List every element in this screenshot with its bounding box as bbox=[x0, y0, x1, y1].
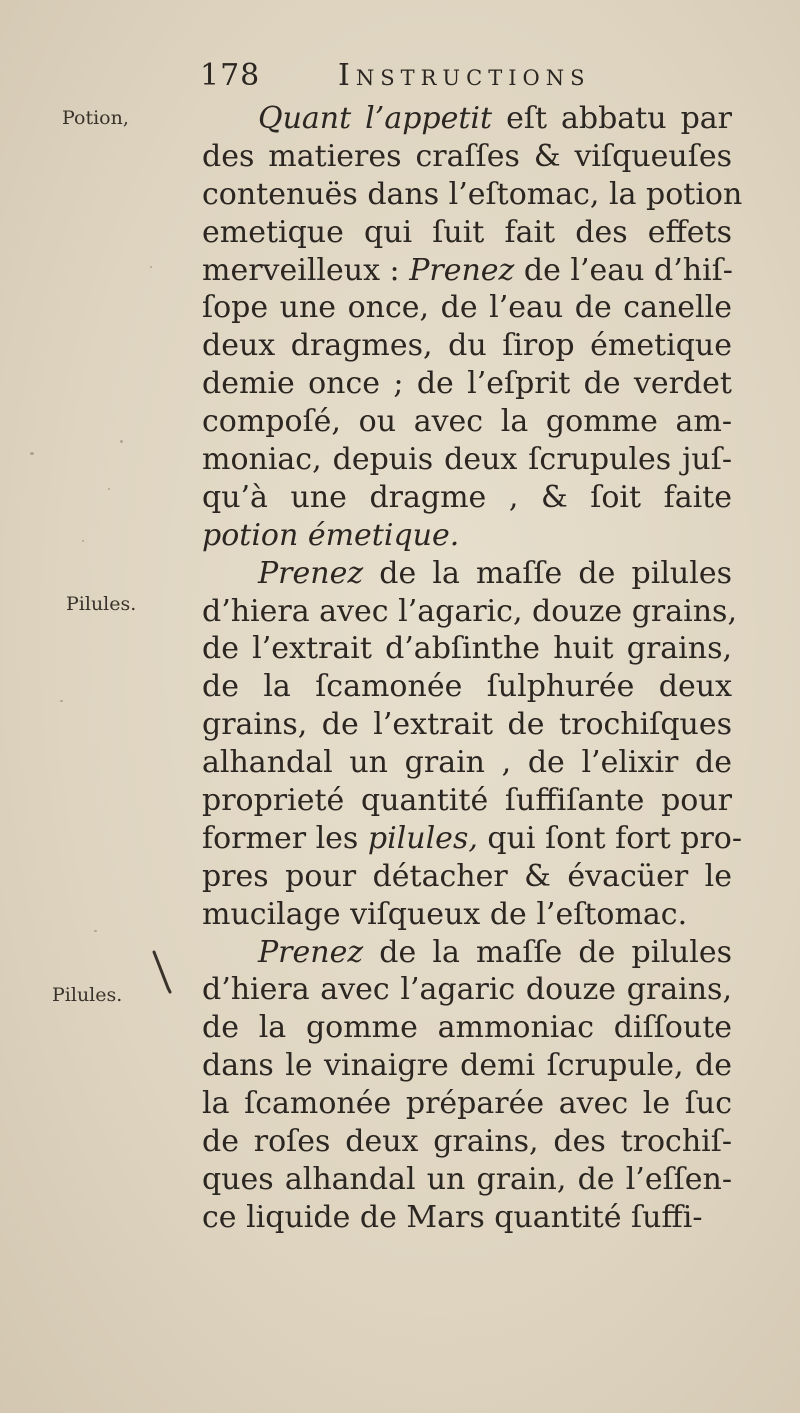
text-segment: de la maſſe de pilules bbox=[363, 934, 732, 970]
text-segment: de la maſſe de pilules bbox=[363, 555, 732, 591]
text-line bbox=[202, 289, 732, 327]
text-line bbox=[202, 1085, 732, 1123]
text-line bbox=[202, 214, 732, 252]
text-segment: qu’à une dragme , & ſoit faite bbox=[202, 479, 732, 515]
text-line bbox=[202, 403, 732, 441]
italic-term: potion émetique. bbox=[202, 517, 460, 553]
text-segment: moniac, depuis deux ſcrupules juſ- bbox=[202, 442, 732, 478]
text-segment: alhandal un grain , de l’elixir de bbox=[202, 745, 732, 781]
text-segment: demie once ; de l’eſprit de verdet bbox=[202, 366, 732, 402]
italic-term: pilules, bbox=[367, 820, 478, 856]
text-segment: ques alhandal un grain, de l’eſſen- bbox=[202, 1161, 732, 1197]
text-segment: de la ſcamonée ſulphurée deux bbox=[202, 669, 732, 705]
paper-speck bbox=[82, 540, 84, 542]
text-segment: de la gomme ammoniac diſſoute bbox=[202, 1010, 732, 1046]
text-segment: mucilage viſqueux de l’eſtomac. bbox=[202, 896, 688, 932]
italic-term: Prenez bbox=[409, 252, 515, 288]
text-line bbox=[202, 517, 732, 555]
text-line bbox=[202, 1009, 732, 1047]
italic-term: Prenez bbox=[258, 555, 364, 591]
text-segment: contenuës dans l’eſtomac, la potion bbox=[202, 176, 743, 212]
text-segment: former les bbox=[202, 820, 368, 856]
text-line bbox=[202, 365, 732, 403]
text-segment: de l’eau d’hiſ- bbox=[514, 252, 733, 288]
text-line bbox=[202, 441, 732, 479]
text-line bbox=[202, 555, 732, 593]
text-segment: dans le vinaigre demi ſcrupule, de bbox=[202, 1048, 732, 1084]
paper-speck bbox=[94, 930, 97, 932]
margin-note-pilules-1: Pilules. bbox=[66, 593, 137, 615]
text-segment: ce liquide de Mars quantité ſuffi- bbox=[202, 1199, 703, 1235]
text-line bbox=[202, 100, 732, 138]
text-segment: pres pour détacher & évacüer le bbox=[202, 858, 732, 894]
text-line bbox=[202, 1199, 732, 1237]
text-line bbox=[202, 934, 732, 972]
running-header bbox=[200, 56, 760, 96]
paper-speck bbox=[120, 440, 123, 443]
margin-note-potion: Potion, bbox=[62, 107, 129, 129]
text-line bbox=[202, 630, 732, 668]
body-text bbox=[202, 100, 743, 1237]
paper-speck bbox=[30, 452, 34, 455]
text-segment: la ſcamonée préparée avec le ſuc bbox=[202, 1086, 732, 1122]
text-segment: de l’extrait d’abſinthe huit grains, bbox=[202, 631, 732, 667]
running-title: Instructions bbox=[338, 58, 591, 93]
paper-speck bbox=[150, 266, 152, 268]
text-line bbox=[202, 706, 732, 744]
text-segment: de roſes deux grains, des trochiſ- bbox=[202, 1124, 732, 1160]
text-segment: merveilleux : bbox=[202, 252, 410, 288]
text-segment: d’hiera avec l’agaric douze grains, bbox=[202, 972, 732, 1008]
paper-speck bbox=[108, 488, 110, 490]
italic-term: Prenez bbox=[258, 934, 364, 970]
text-line bbox=[202, 479, 732, 517]
text-segment: eſt abbatu par bbox=[492, 101, 732, 136]
italic-term: Quant l’appetit bbox=[258, 101, 493, 136]
text-segment: des matieres craſſes & viſqueuſes bbox=[202, 138, 732, 174]
text-line bbox=[202, 896, 732, 934]
text-segment: emetique qui ſuit fait des effets bbox=[202, 214, 732, 250]
text-line bbox=[202, 858, 732, 896]
text-segment: proprieté quantité ſuffiſante pour bbox=[202, 783, 732, 819]
ink-stroke-mark bbox=[150, 948, 174, 996]
text-segment: compoſé, ou avec la gomme am- bbox=[202, 404, 732, 440]
text-segment: ſope une once, de l’eau de canelle bbox=[202, 290, 732, 326]
text-line bbox=[202, 327, 732, 365]
margin-note-pilules-2: Pilules. bbox=[52, 984, 123, 1006]
text-line bbox=[202, 252, 732, 290]
text-line bbox=[202, 744, 732, 782]
text-line bbox=[202, 971, 732, 1009]
text-line bbox=[202, 138, 732, 176]
text-line bbox=[202, 1047, 732, 1085]
text-line bbox=[202, 1161, 732, 1199]
text-segment: deux dragmes, du ſirop émetique bbox=[202, 328, 732, 364]
text-line bbox=[202, 782, 732, 820]
text-segment: qui ſont fort pro- bbox=[477, 820, 742, 856]
text-line bbox=[202, 668, 732, 706]
paper-speck bbox=[60, 700, 63, 702]
text-line bbox=[202, 1123, 732, 1161]
page-number: 178 bbox=[200, 58, 261, 93]
text-line bbox=[202, 176, 743, 214]
text-segment: grains, de l’extrait de trochiſques bbox=[202, 707, 732, 743]
text-line bbox=[202, 593, 737, 631]
text-line bbox=[202, 820, 742, 858]
text-segment: d’hiera avec l’agaric, douze grains, bbox=[202, 593, 737, 629]
